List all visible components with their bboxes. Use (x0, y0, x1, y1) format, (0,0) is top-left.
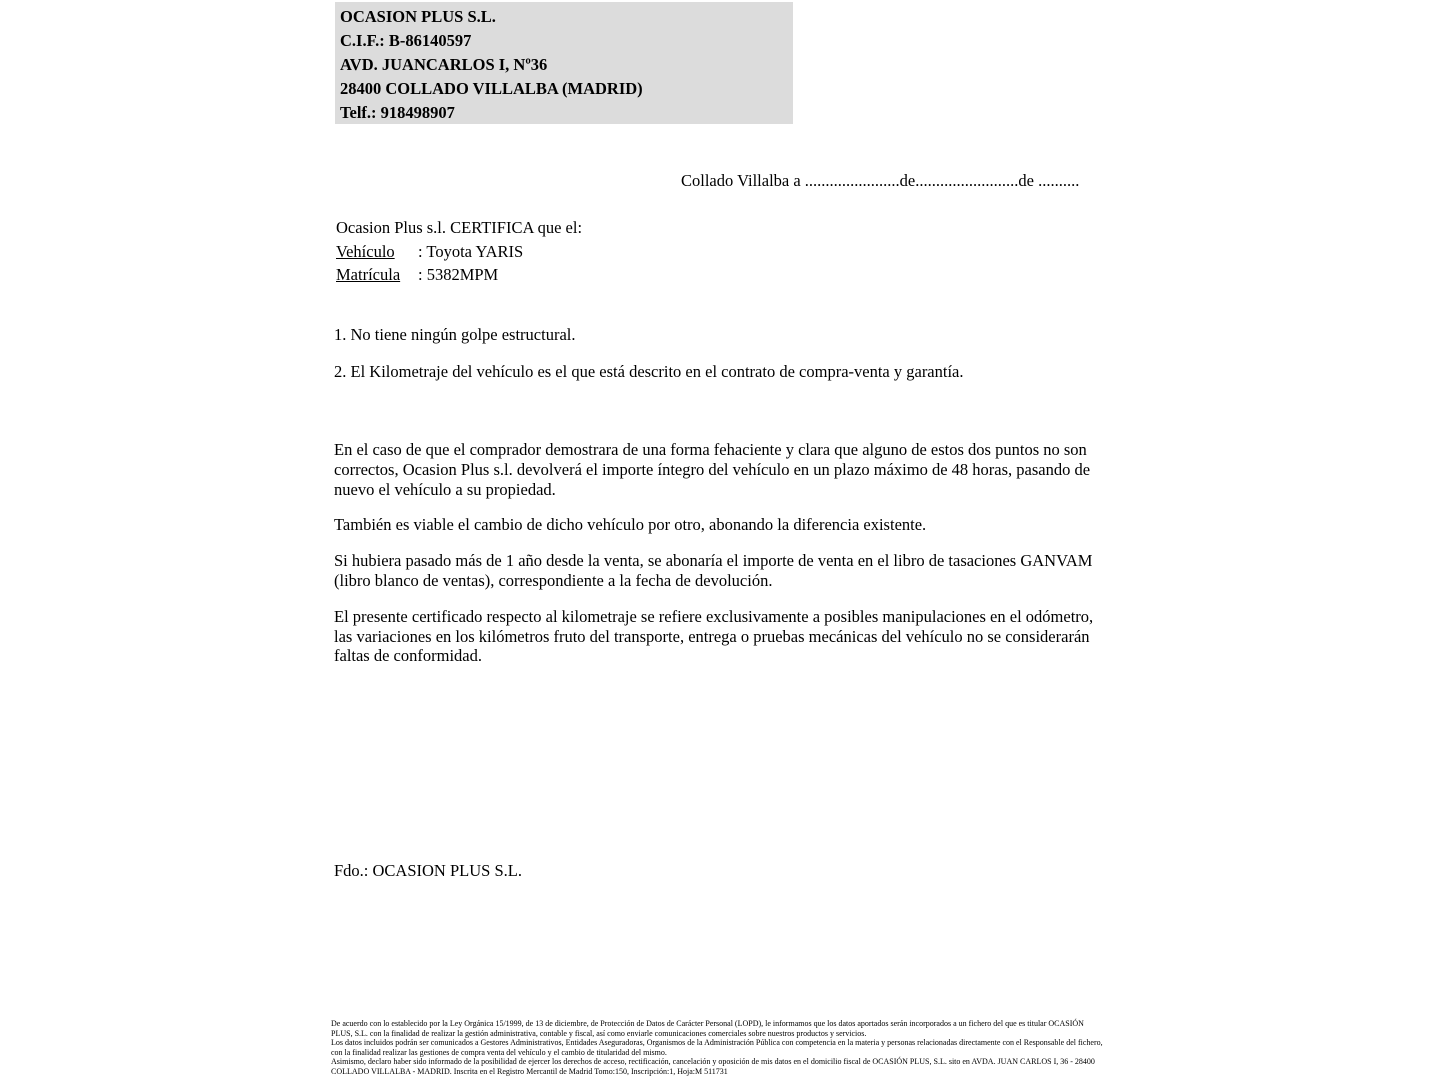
company-phone: Telf.: 918498907 (340, 103, 455, 122)
point-2: 2. El Kilometraje del vehículo es el que está descrito en el contrato de compra-venta y garantía. (334, 362, 964, 381)
company-cif: C.I.F.: B-86140597 (340, 31, 472, 50)
paragraph-exchange: También es viable el cambio de dicho vehículo por otro, abonando la diferencia existente. (334, 515, 927, 535)
plate-value: : 5382MPM (418, 265, 499, 284)
certify-intro: Ocasion Plus s.l. CERTIFICA que el: (336, 218, 583, 237)
legal-paragraph-2: Los datos incluidos podrán ser comunicados a Gestores Administrativos, Entidades Aseguradoras, Organismos de la Administración Pública con competencia en la materia y personas relacionadas directamente con el Responsable del fichero, con la finalidad realizar las gestiones de compra venta del vehículo y el cambio de titularidad del mismo. (331, 1038, 1103, 1057)
certificate-points (334, 325, 1124, 399)
legal-paragraph-1: De acuerdo con lo establecido por la Ley Orgánica 15/1999, de 13 de diciembre, de Protección de Datos de Carácter Personal (LOPD), le informamos que los datos aportados serán incorporados a un fichero del que es titular OCASIÓN PLUS, S.L. con la finalidad de realizar la gestión administrativa, contable y fiscal, así como enviarle comunicaciones comerciales sobre nuestros productos y servicios. (331, 1019, 1084, 1038)
paragraph-ganvam: Si hubiera pasado más de 1 año desde la venta, se abonaría el importe de venta en el libro de tasaciones GANVAM (libro blanco de ventas), correspondiente a la fecha de devolución. (334, 551, 1093, 590)
vehicle-label-wrap (336, 240, 418, 264)
legal-paragraph-3: Asimismo, declaro haber sido informado de la posibilidad de ejercer los derechos de acceso, rectificación, cancelación y oposición de mis datos en el domicilio fiscal de OCASIÓN PLUS, S.L. sito en AVDA. JUAN CARLOS I, 36 - 28400 COLLADO VILLALBA - MADRID. Inscrita en el Registro Mercantil de Madrid Tomo:150, Inscripción:1, Hoja:M 511731 (331, 1057, 1095, 1076)
legal-footer (331, 1019, 1103, 1077)
vehicle-row (336, 240, 582, 264)
plate-row (336, 263, 582, 287)
company-header-box (335, 2, 793, 124)
plate-label: Matrícula (336, 265, 401, 284)
certify-section (336, 216, 582, 287)
paragraph-refund: En el caso de que el comprador demostrara de una forma fehaciente y clara que alguno de estos dos puntos no son correctos, Ocasion Plus s.l. devolverá el importe íntegro del vehículo en un plazo máximo de 48 horas, pasando de nuevo el vehículo a su propiedad. (334, 440, 1091, 499)
date-line: Collado Villalba a .......................de.........................de .......... (681, 171, 1080, 190)
paragraph-odometer: El presente certificado respecto al kilometraje se refiere exclusivamente a posibles manipulaciones en el odómetro, las variaciones en los kilómetros fruto del transporte, entrega o pruebas mecánicas del vehículo no se considerarán faltas de conformidad. (334, 606, 1094, 666)
point-1: 1. No tiene ningún golpe estructural. (334, 325, 576, 344)
body-paragraphs (334, 440, 1101, 682)
vehicle-value: : Toyota YARIS (418, 241, 524, 261)
signature-line: Fdo.: OCASION PLUS S.L. (334, 861, 522, 880)
company-name: OCASION PLUS S.L. (340, 7, 496, 26)
company-city: 28400 COLLADO VILLALBA (MADRID) (340, 79, 643, 98)
company-address: AVD. JUANCARLOS I, Nº36 (340, 55, 548, 74)
plate-label-wrap (336, 263, 418, 287)
vehicle-label: Vehículo (336, 241, 395, 261)
